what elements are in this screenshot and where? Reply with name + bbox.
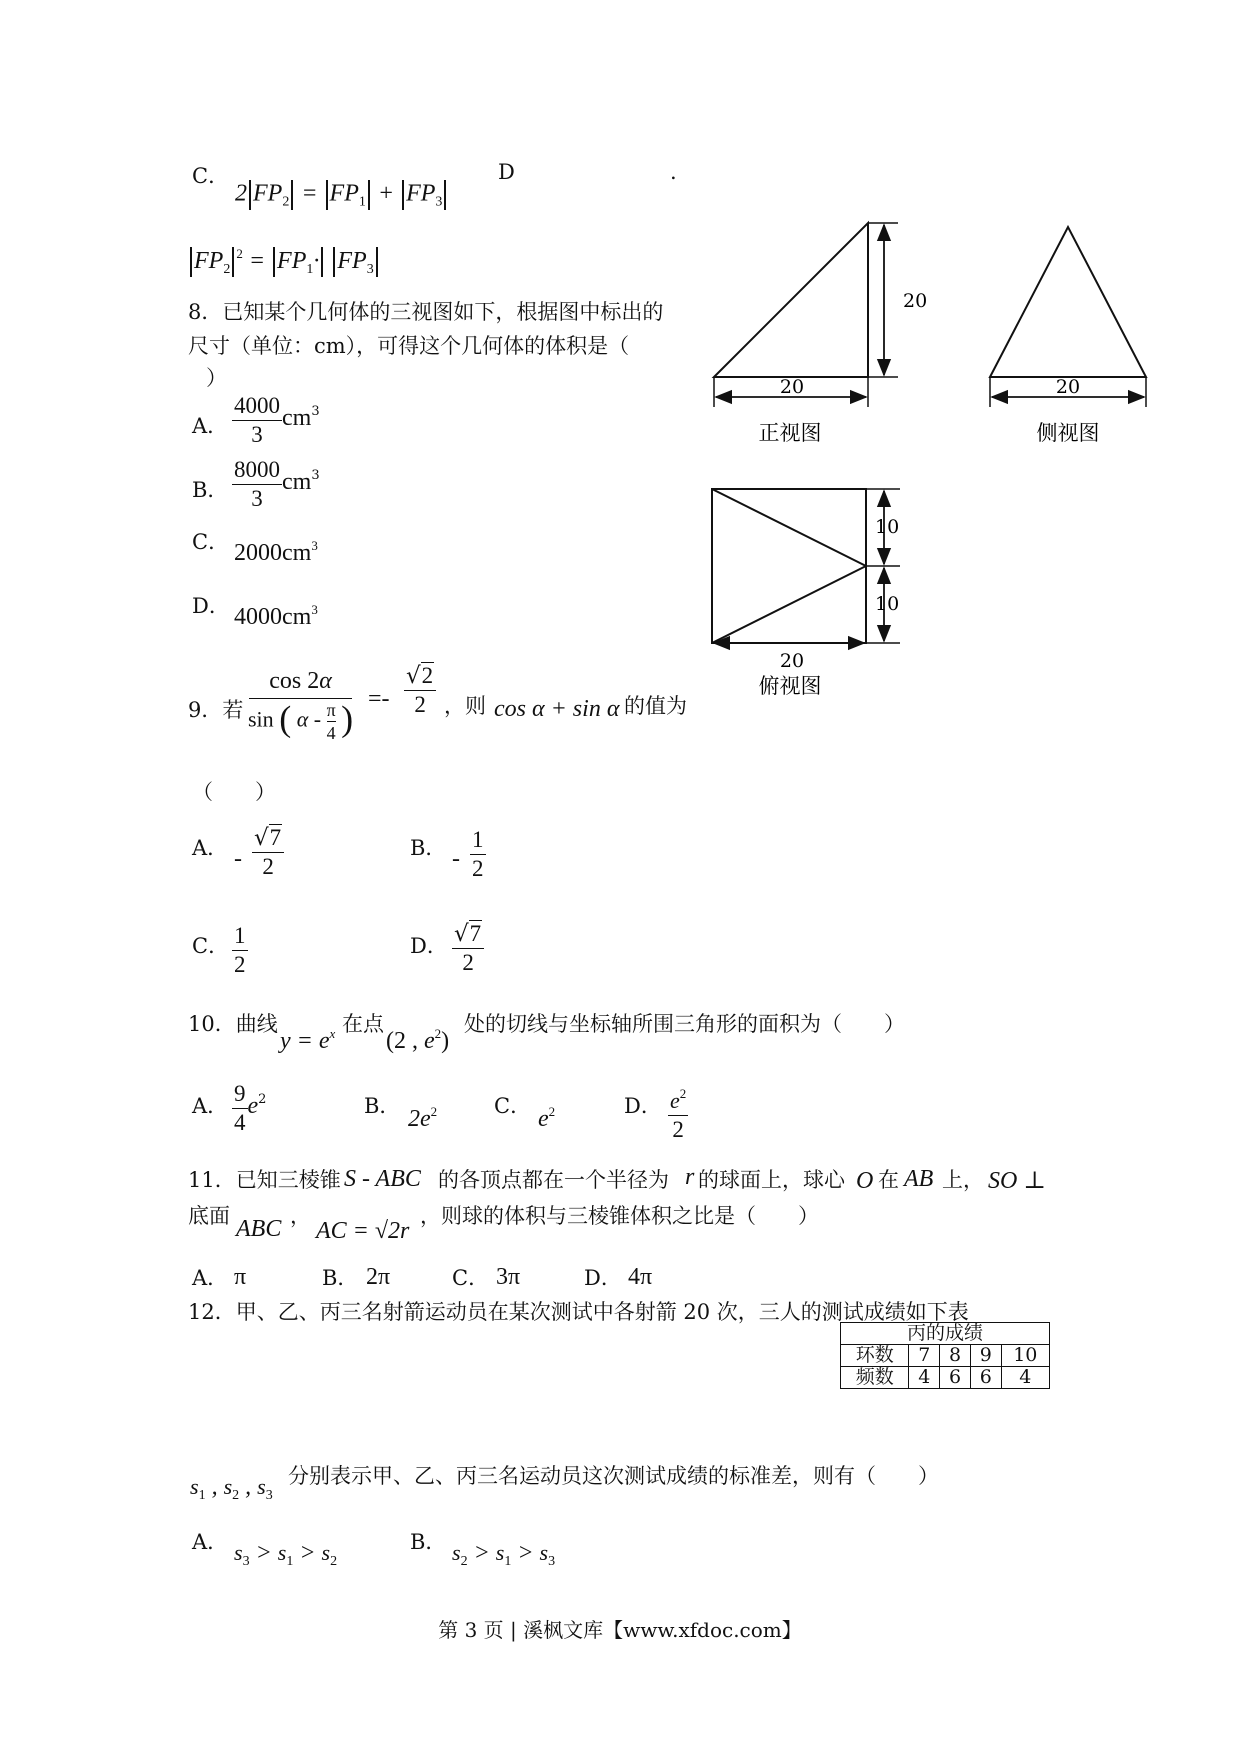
- q12-variables: $s_1$ , $s_2$ , $s_3$: [190, 1474, 273, 1503]
- q11-option-b-label: B．: [322, 1266, 359, 1290]
- q9-answer-paren: （ ）: [192, 780, 276, 804]
- top-view: [712, 489, 900, 698]
- q11-mid1: 的各顶点都在一个半径为: [438, 1168, 669, 1192]
- q8-stem-line2: 尺寸（单位：cm），可得这个几何体的体积是（: [188, 334, 630, 358]
- q8-option-c-value: $2000cm^3$: [234, 538, 318, 566]
- table-row: [841, 1367, 1050, 1389]
- table-row: [841, 1345, 1050, 1367]
- score-table-title: 丙的成绩: [841, 1323, 1050, 1345]
- q11-r: r: [685, 1164, 695, 1190]
- side-view-caption: 侧视图: [1036, 421, 1100, 445]
- q11-mid3: 在: [878, 1168, 899, 1192]
- q8-option-a-value: $\frac{4000}{3}$ $cm^3$: [234, 393, 320, 447]
- q11-s-abc: S - ABC: [344, 1166, 421, 1192]
- q9-fraction-rhs: $\frac{√2}{2}$: [404, 662, 436, 719]
- q10-tail: 处的切线与坐标轴所围三角形的面积为（ ）: [464, 1012, 905, 1036]
- q11-option-b-value: 2π: [366, 1264, 391, 1290]
- front-view-caption: 正视图: [758, 421, 822, 445]
- three-view-figure: [700, 215, 1160, 715]
- top-view-caption: 俯视图: [758, 674, 822, 698]
- front-width-label: 20: [779, 376, 805, 398]
- q10-option-b-label: B．: [364, 1094, 401, 1118]
- q11-option-c-label: C．: [452, 1266, 490, 1290]
- q10-option-a-label: A．: [192, 1094, 229, 1118]
- q11-option-d-label: D．: [584, 1266, 622, 1290]
- q11-abc: ABC: [236, 1216, 282, 1242]
- q12-stem-line2: 分别表示甲、乙、丙三名运动员这次测试成绩的标准差，则有（ ）: [288, 1464, 939, 1488]
- q11-line2-a: 底面: [188, 1204, 230, 1228]
- q7-option-d-dot: .: [670, 160, 677, 184]
- q9-option-b-value: $\frac{1}{2}$: [472, 827, 484, 881]
- row-header-rings: 环数: [841, 1345, 909, 1367]
- q11-o: O: [856, 1168, 874, 1194]
- q10-option-b-value: $2e^2$: [408, 1104, 438, 1132]
- q9-expression: cos α + sin α: [494, 696, 620, 722]
- q11-mid4: 上，: [942, 1168, 984, 1192]
- q12-score-table: [840, 1322, 1050, 1389]
- q9-option-a-value: $\frac{√7}{2}$: [252, 824, 284, 881]
- q8-option-c-label: C．: [192, 530, 230, 554]
- table-cell: 8: [940, 1345, 971, 1367]
- table-cell: 9: [970, 1345, 1001, 1367]
- q11-line2-b: ，则球的体积与三棱锥体积之比是（ ）: [420, 1204, 819, 1228]
- q9-option-a-label: A．: [192, 836, 229, 860]
- table-cell: 4: [909, 1367, 940, 1389]
- q10-option-d-value: $\frac{e^2}{2}$: [668, 1080, 688, 1144]
- q9-option-a-sign: -: [234, 846, 242, 872]
- table-cell: 10: [1001, 1345, 1049, 1367]
- table-cell: 6: [940, 1367, 971, 1389]
- q11-option-d-value: 4π: [628, 1264, 653, 1290]
- q10-option-d-label: D．: [624, 1094, 662, 1118]
- table-cell: 6: [970, 1367, 1001, 1389]
- top-lower-height-label: 10: [875, 593, 900, 615]
- table-cell: 4: [1001, 1367, 1049, 1389]
- q11-option-c-value: 3π: [496, 1264, 521, 1290]
- q10-curve: $y = e^x$: [280, 1026, 336, 1054]
- q11-so: SO ⊥: [988, 1168, 1046, 1194]
- top-upper-height-label: 10: [875, 516, 900, 538]
- q8-option-b-label: B．: [192, 478, 229, 502]
- q9-label: 9．若: [188, 698, 244, 722]
- q12-option-b-value: $s_2 > s_1 > s_3$: [452, 1540, 556, 1569]
- table-cell: 7: [909, 1345, 940, 1367]
- q9-then: ，则: [444, 694, 486, 718]
- page-footer: 第 3 页 | 溪枫文库【www.xfdoc.com】: [438, 1618, 802, 1642]
- q9-option-c-label: C．: [192, 934, 230, 958]
- q8-option-b-value: $\frac{8000}{3}$ $cm^3$: [234, 457, 320, 511]
- q7-option-d-expression: $FP_2^2 = FP_1\cdot FP_3$: [188, 246, 380, 278]
- q10-point: (2 , $e^2$): [386, 1026, 450, 1054]
- q9-option-b-sign: -: [452, 846, 460, 872]
- q11-mid2: 的球面上，球心: [698, 1168, 845, 1192]
- q11-ac: AC = √2r: [316, 1218, 410, 1244]
- q11-option-a-label: A．: [192, 1266, 229, 1290]
- q9-option-d-value: $\frac{√7}{2}$: [452, 920, 484, 977]
- q12-option-b-label: B．: [410, 1530, 447, 1554]
- front-height-label: 20: [903, 290, 928, 312]
- front-view: [714, 223, 927, 445]
- q7-option-c-expression: 2 $FP_2 = FP_1 + FP_3$: [235, 180, 448, 211]
- q8-option-a-label: A．: [192, 414, 229, 438]
- q11-ab: AB: [904, 1166, 934, 1192]
- q12-stem-line1: 12．甲、乙、丙三名射箭运动员在某次测试中各射箭 20 次，三人的测试成绩如下表: [188, 1300, 969, 1324]
- q10-option-c-value: $e^2$: [538, 1104, 556, 1132]
- q12-option-a-value: $s_3 > s_1 > s_2$: [234, 1540, 338, 1569]
- q9-option-c-value: $\frac{1}{2}$: [234, 923, 246, 977]
- q7-option-d-label: D: [498, 160, 515, 184]
- q8-stem-line3: ）: [206, 366, 227, 390]
- q9-option-b-label: B．: [410, 836, 447, 860]
- q12-option-a-label: A．: [192, 1530, 229, 1554]
- q8-stem-line1: 8．已知某个几何体的三视图如下，根据图中标出的: [188, 300, 664, 324]
- row-header-frequency: 频数: [841, 1367, 909, 1389]
- q10-label: 10．曲线: [188, 1012, 278, 1036]
- side-width-label: 20: [1055, 376, 1081, 398]
- q10-option-a-value: $\frac{9}{4}$ $e^2$: [234, 1081, 267, 1135]
- q11-option-a-value: π: [234, 1264, 247, 1290]
- top-width-label: 20: [779, 650, 805, 672]
- q9-equals: =-: [368, 686, 390, 712]
- q8-option-d-label: D．: [192, 594, 230, 618]
- q7-option-c-label: C．: [192, 164, 230, 188]
- q9-tail: 的值为: [624, 694, 687, 718]
- q10-option-c-label: C．: [494, 1094, 532, 1118]
- q11-comma: ，: [290, 1204, 311, 1228]
- q8-option-d-value: $4000cm^3$: [234, 602, 318, 630]
- q10-at-point: 在点: [342, 1012, 384, 1036]
- q9-option-d-label: D．: [410, 934, 448, 958]
- q9-fraction-lhs: cos 2α sin ( α - $\frac{\pi}{4}$ ): [246, 664, 355, 744]
- q11-label: 11．已知三棱锥: [188, 1168, 341, 1192]
- side-view: [990, 227, 1146, 445]
